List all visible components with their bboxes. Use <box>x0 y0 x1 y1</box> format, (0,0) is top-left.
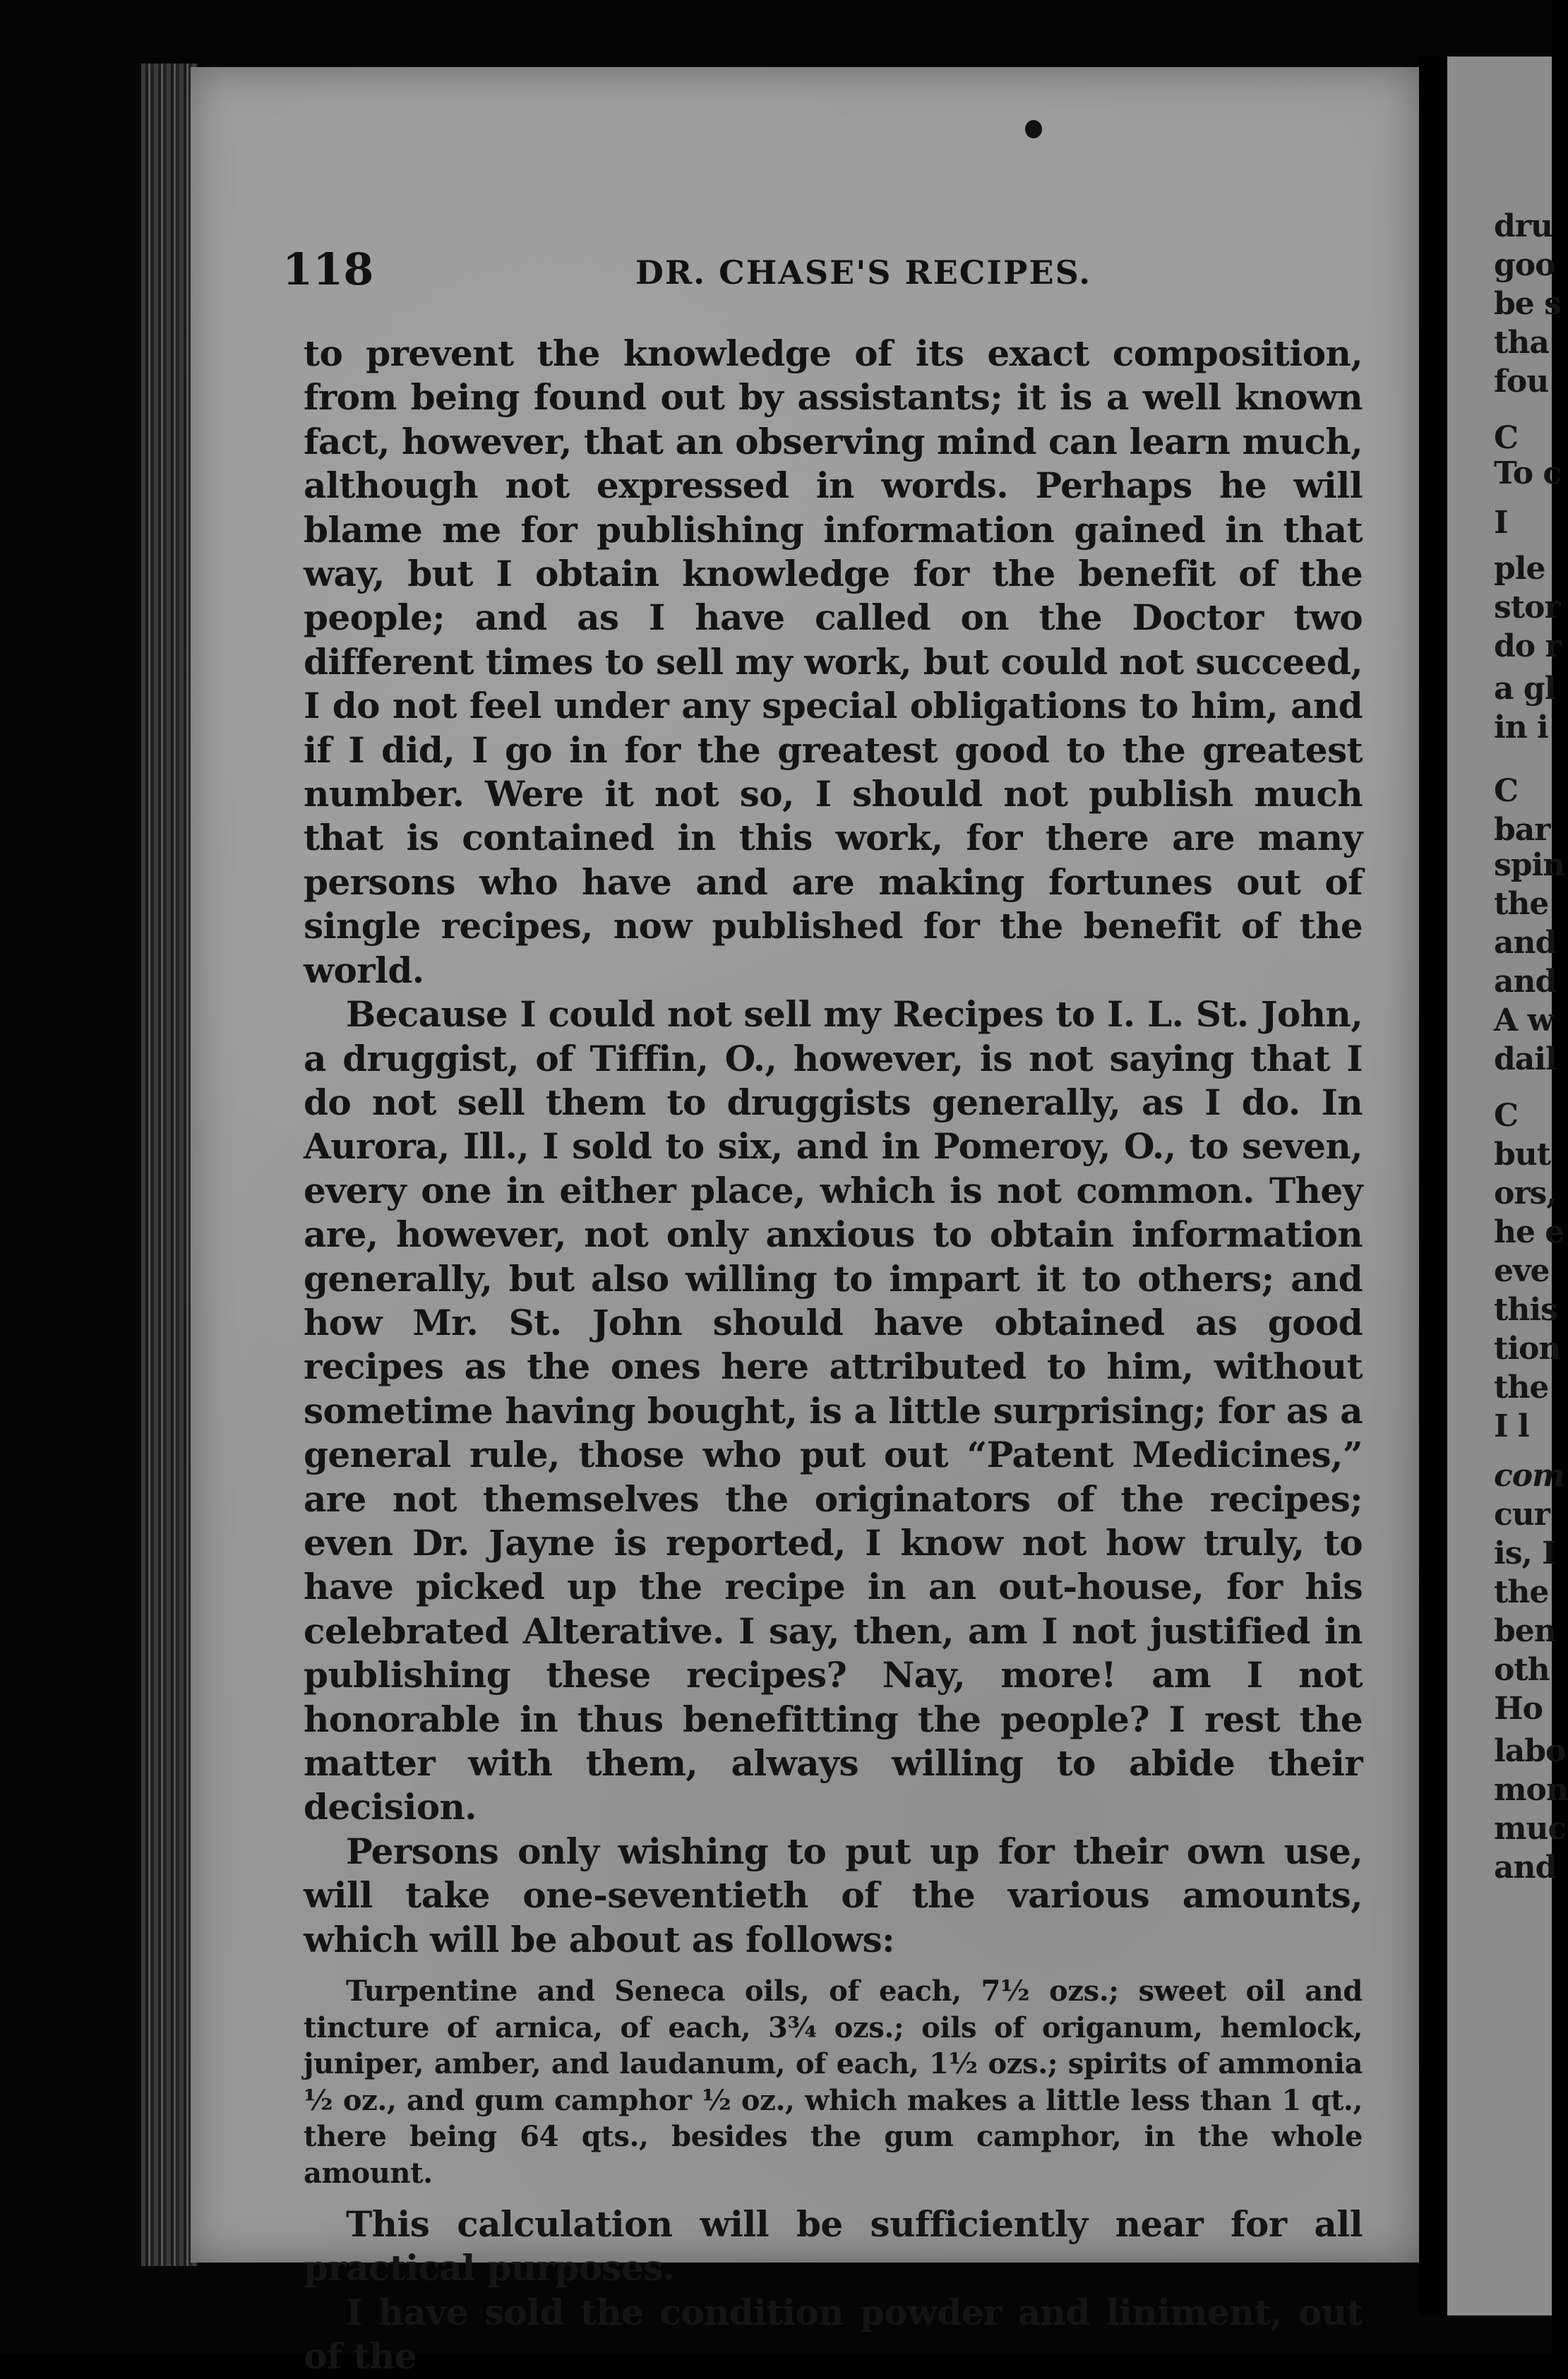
adjacent-page-line: To c <box>1494 455 1562 491</box>
adjacent-page-line: C <box>1494 1098 1519 1134</box>
adjacent-page-line: oth <box>1494 1652 1550 1688</box>
paragraph: to prevent the knowledge of its exact composition, from being found out by assistants; it is a well known fact, however, that an observing mind can learn much, although not expressed in words. Perhaps he will blame me for publishing information gained in that way, but I obtain knowledge for the benefit of the people; and as I have called on the Doctor two different times to sell my work, but could not succeed, I do not feel under any special obligations to him, and if I did, I go in for the greatest good to the greatest number. Were it not so, I should not publish much that is contained in this work, for there are many persons who have and are making fortunes out of single recipes, now published for the benefit of the world. <box>304 332 1363 991</box>
book-binding-edge <box>141 64 198 2266</box>
adjacent-page-line: muc <box>1494 1811 1567 1847</box>
body-text <box>304 332 1363 2379</box>
adjacent-page-line: tha <box>1494 325 1549 361</box>
paragraph: Because I could not sell my Recipes to I. L. St. John, a druggist, of Tiffin, O., however, is not saying that I do not sell them to druggists generally, as I do. In Aurora, Ill., I sold to six, and in Pomeroy, O., to seven, every one in either place, which is not common. They are, however, not only anxious to obtain information generally, but also willing to impart it to others; and how Mr. St. John should have obtained as good recipes as the ones here attributed to him, without sometime having bought, is a little surprising; for as a general rule, those who put out “Patent Medicines,” are not themselves the originators of the recipes; even Dr. Jayne is reported, I know not how truly, to have picked up the recipe in an out-house, for his celebrated Alterative. I say, then, am I not justified in publishing these recipes? Nay, more! am I not honorable in thus benefitting the people? I rest the matter with them, always willing to abide their decision. <box>304 993 1363 1828</box>
adjacent-page-line: bar <box>1494 812 1550 848</box>
adjacent-page-line: the <box>1494 1574 1549 1610</box>
adjacent-page-line: mon <box>1494 1772 1568 1808</box>
adjacent-page-line: be s <box>1494 286 1561 322</box>
adjacent-page-line: Ho <box>1494 1691 1543 1727</box>
adjacent-page-line: and <box>1494 964 1557 1000</box>
paragraph: Turpentine and Seneca oils, of each, 7½ ozs.; sweet oil and tincture of arnica, of each, 3¾ ozs.; oils of origanum, hemlock, juniper, amber, and laudanum, of each, 1½ ozs.; spirits of ammonia ½ oz., and gum camphor ½ oz., which makes a little less than 1 qt., there being 64 qts., besides the gum camphor, in the whole amount. <box>304 1974 1363 2190</box>
paragraph: I have sold the condition powder and liniment, out of the <box>304 2291 1363 2378</box>
adjacent-page-line: dail <box>1494 1041 1557 1077</box>
adjacent-page-line: C <box>1494 773 1519 809</box>
adjacent-page-line: ors, <box>1494 1175 1557 1211</box>
adjacent-page-line: a gl <box>1494 671 1556 707</box>
adjacent-page-line: this <box>1494 1292 1557 1328</box>
ink-spot <box>1025 120 1042 138</box>
paragraph: This calculation will be sufficiently near for all practical purposes. <box>304 2203 1363 2289</box>
adjacent-page-line: labo <box>1494 1733 1566 1769</box>
adjacent-page-line: I <box>1494 505 1508 541</box>
adjacent-page-line: spin <box>1494 847 1565 883</box>
page-gutter <box>1419 56 1447 2315</box>
adjacent-page-line: stor <box>1494 589 1560 625</box>
adjacent-page-line: A w <box>1494 1002 1554 1038</box>
adjacent-page-line: in i <box>1494 709 1548 745</box>
adjacent-page-line: ben <box>1494 1613 1556 1649</box>
adjacent-page-line: I l <box>1494 1408 1529 1444</box>
paragraph: Persons only wishing to put up for their own use, will take one-seventieth of the various amounts, which will be about as follows: <box>304 1830 1363 1960</box>
running-head: DR. CHASE'S RECIPES. <box>635 253 1092 292</box>
adjacent-page-line: com <box>1494 1458 1564 1494</box>
adjacent-page-line: the <box>1494 886 1549 922</box>
adjacent-page-line: is, I <box>1494 1535 1556 1571</box>
adjacent-page-line: do r <box>1494 628 1561 664</box>
adjacent-page-line: the <box>1494 1370 1549 1406</box>
adjacent-page-line: but <box>1494 1137 1551 1173</box>
adjacent-page-line: dru <box>1494 208 1552 244</box>
adjacent-page-line: ple <box>1494 551 1545 587</box>
adjacent-page-line: C <box>1494 420 1519 456</box>
adjacent-page-edge <box>1447 56 1568 2315</box>
adjacent-page-line: he e <box>1494 1214 1564 1250</box>
adjacent-page-line: and <box>1494 1850 1557 1886</box>
adjacent-page-line: tion <box>1494 1331 1561 1367</box>
adjacent-page-line: and <box>1494 925 1557 961</box>
adjacent-page-line: cur <box>1494 1497 1550 1533</box>
adjacent-page-line: goo <box>1494 247 1555 283</box>
page-header <box>282 244 1341 300</box>
adjacent-page-line: fou <box>1494 364 1549 400</box>
adjacent-page-line: eve <box>1494 1253 1550 1289</box>
page-number: 118 <box>282 244 374 295</box>
